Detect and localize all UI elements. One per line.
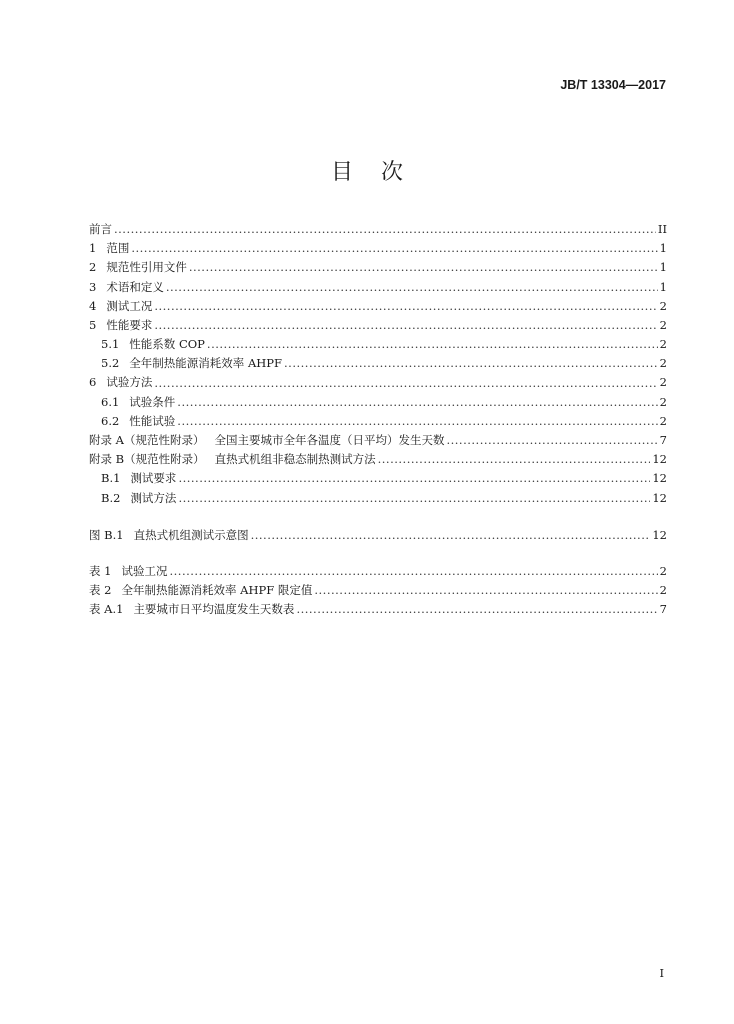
dot-leader — [284, 354, 658, 373]
toc-entry-page: 12 — [652, 452, 667, 467]
toc-entry-scope[interactable] — [89, 239, 667, 258]
toc-entry-number: 附录 A（规范性附录） — [89, 433, 205, 448]
toc-entry-number: 1 — [89, 241, 97, 256]
dot-leader — [178, 469, 650, 488]
dot-leader — [114, 220, 656, 239]
figure-label: 直热式机组测试示意图 — [133, 527, 249, 542]
toc-entry-label: 性能要求 — [106, 317, 153, 332]
toc-entry-number: B.1 — [101, 471, 121, 486]
figure-page: 12 — [652, 527, 667, 542]
table-page: 2 — [659, 563, 667, 578]
dot-leader — [177, 412, 657, 431]
toc-entry-number: 5.1 — [101, 337, 120, 352]
toc-entry-label: 直热式机组非稳态制热测试方法 — [214, 452, 376, 467]
toc-entry-number: 4 — [89, 298, 97, 313]
toc-entry-number: 6 — [89, 375, 97, 390]
toc-entry-ahpf[interactable] — [89, 354, 667, 373]
toc-entry-label: 试验条件 — [129, 394, 176, 409]
table-label: 试验工况 — [121, 563, 168, 578]
toc-entry-page: 7 — [659, 433, 667, 448]
toc-entry-label: 规范性引用文件 — [106, 260, 187, 275]
toc-entry-annex-a[interactable] — [89, 431, 667, 450]
toc-entry-number: 2 — [89, 260, 97, 275]
toc-entry-performance-test[interactable] — [89, 412, 667, 431]
dot-leader — [154, 297, 657, 316]
toc-entry-number: 5 — [89, 317, 97, 332]
toc-entry-label: 术语和定义 — [106, 279, 164, 294]
toc-entry-test-conditions[interactable] — [89, 297, 667, 316]
table-list-entry[interactable] — [89, 600, 667, 619]
figure-number: 图 B.1 — [89, 527, 124, 542]
toc-entry-annex-b[interactable] — [89, 450, 667, 469]
toc-entry-page: 12 — [652, 471, 667, 486]
dot-leader — [178, 489, 650, 508]
dot-leader — [251, 526, 651, 545]
toc-entry-b2[interactable] — [89, 489, 667, 508]
figure-list-entry[interactable] — [89, 526, 667, 545]
toc-entry-label: 性能系数 COP — [129, 337, 205, 352]
toc-entry-page: 2 — [659, 413, 667, 428]
toc-entry-label: 测试方法 — [130, 490, 177, 505]
toc-entry-number: B.2 — [101, 490, 121, 505]
dot-leader — [296, 600, 657, 619]
dot-leader — [177, 393, 657, 412]
dot-leader — [154, 374, 657, 393]
toc-entry-page: 2 — [659, 375, 667, 390]
table-list-entry[interactable] — [89, 562, 667, 581]
toc-entry-normative-references[interactable] — [89, 258, 667, 277]
toc-entry-number: 6.1 — [101, 394, 120, 409]
table-number: 表 A.1 — [89, 602, 124, 617]
table-page: 7 — [659, 602, 667, 617]
toc-entry-number: 5.2 — [101, 356, 120, 371]
table-number: 表 1 — [89, 563, 112, 578]
toc-entry-test-methods[interactable] — [89, 374, 667, 393]
dot-leader — [189, 258, 658, 277]
toc-entry-foreword[interactable] — [89, 220, 667, 239]
table-label: 主要城市日平均温度发生天数表 — [133, 602, 295, 617]
toc-entry-label: 测试要求 — [130, 471, 177, 486]
toc-entry-number: 3 — [89, 279, 97, 294]
toc-entry-page: 12 — [652, 490, 667, 505]
table-list-entry[interactable] — [89, 581, 667, 600]
standard-code: JB/T 13304—2017 — [560, 78, 666, 92]
toc-entry-label: 前言 — [89, 221, 112, 236]
dot-leader — [446, 431, 657, 450]
toc-entry-page: 2 — [659, 394, 667, 409]
toc-entry-label: 范围 — [106, 241, 130, 256]
table-number: 表 2 — [89, 583, 112, 598]
toc-entry-page: 2 — [659, 317, 667, 332]
toc-entry-label: 试验方法 — [106, 375, 153, 390]
toc-entry-label: 性能试验 — [129, 413, 176, 428]
toc-entry-page: 2 — [659, 356, 667, 371]
toc-entry-label: 全国主要城市全年各温度（日平均）发生天数 — [214, 433, 445, 448]
toc-entry-terms[interactable] — [89, 278, 667, 297]
toc-entry-number: 附录 B（规范性附录） — [89, 452, 205, 467]
page-title: 目次 — [330, 160, 431, 185]
dot-leader — [207, 335, 658, 354]
table-page: 2 — [659, 583, 667, 598]
toc-entry-page: 2 — [659, 337, 667, 352]
toc-entry-page: 2 — [659, 298, 667, 313]
toc-entry-page: 1 — [659, 241, 667, 256]
dot-leader — [166, 278, 658, 297]
dot-leader — [154, 316, 657, 335]
toc-entry-page: 1 — [659, 279, 667, 294]
toc-entry-performance-requirements[interactable] — [89, 316, 667, 335]
toc-entry-b1[interactable] — [89, 469, 667, 488]
toc-entry-page: II — [657, 221, 667, 236]
table-label: 全年制热能源消耗效率 AHPF 限定值 — [121, 583, 313, 598]
toc-entry-number: 6.2 — [101, 413, 120, 428]
dot-leader — [378, 450, 651, 469]
toc-entry-cop[interactable] — [89, 335, 667, 354]
dot-leader — [131, 239, 657, 258]
dot-leader — [169, 562, 657, 581]
toc-entry-label: 全年制热能源消耗效率 AHPF — [129, 356, 283, 371]
toc-entry-page: 1 — [659, 260, 667, 275]
toc-entry-test-requirements[interactable] — [89, 393, 667, 412]
dot-leader — [314, 581, 657, 600]
toc-entry-label: 测试工况 — [106, 298, 153, 313]
table-of-contents — [89, 220, 667, 620]
page-number: I — [659, 966, 664, 980]
